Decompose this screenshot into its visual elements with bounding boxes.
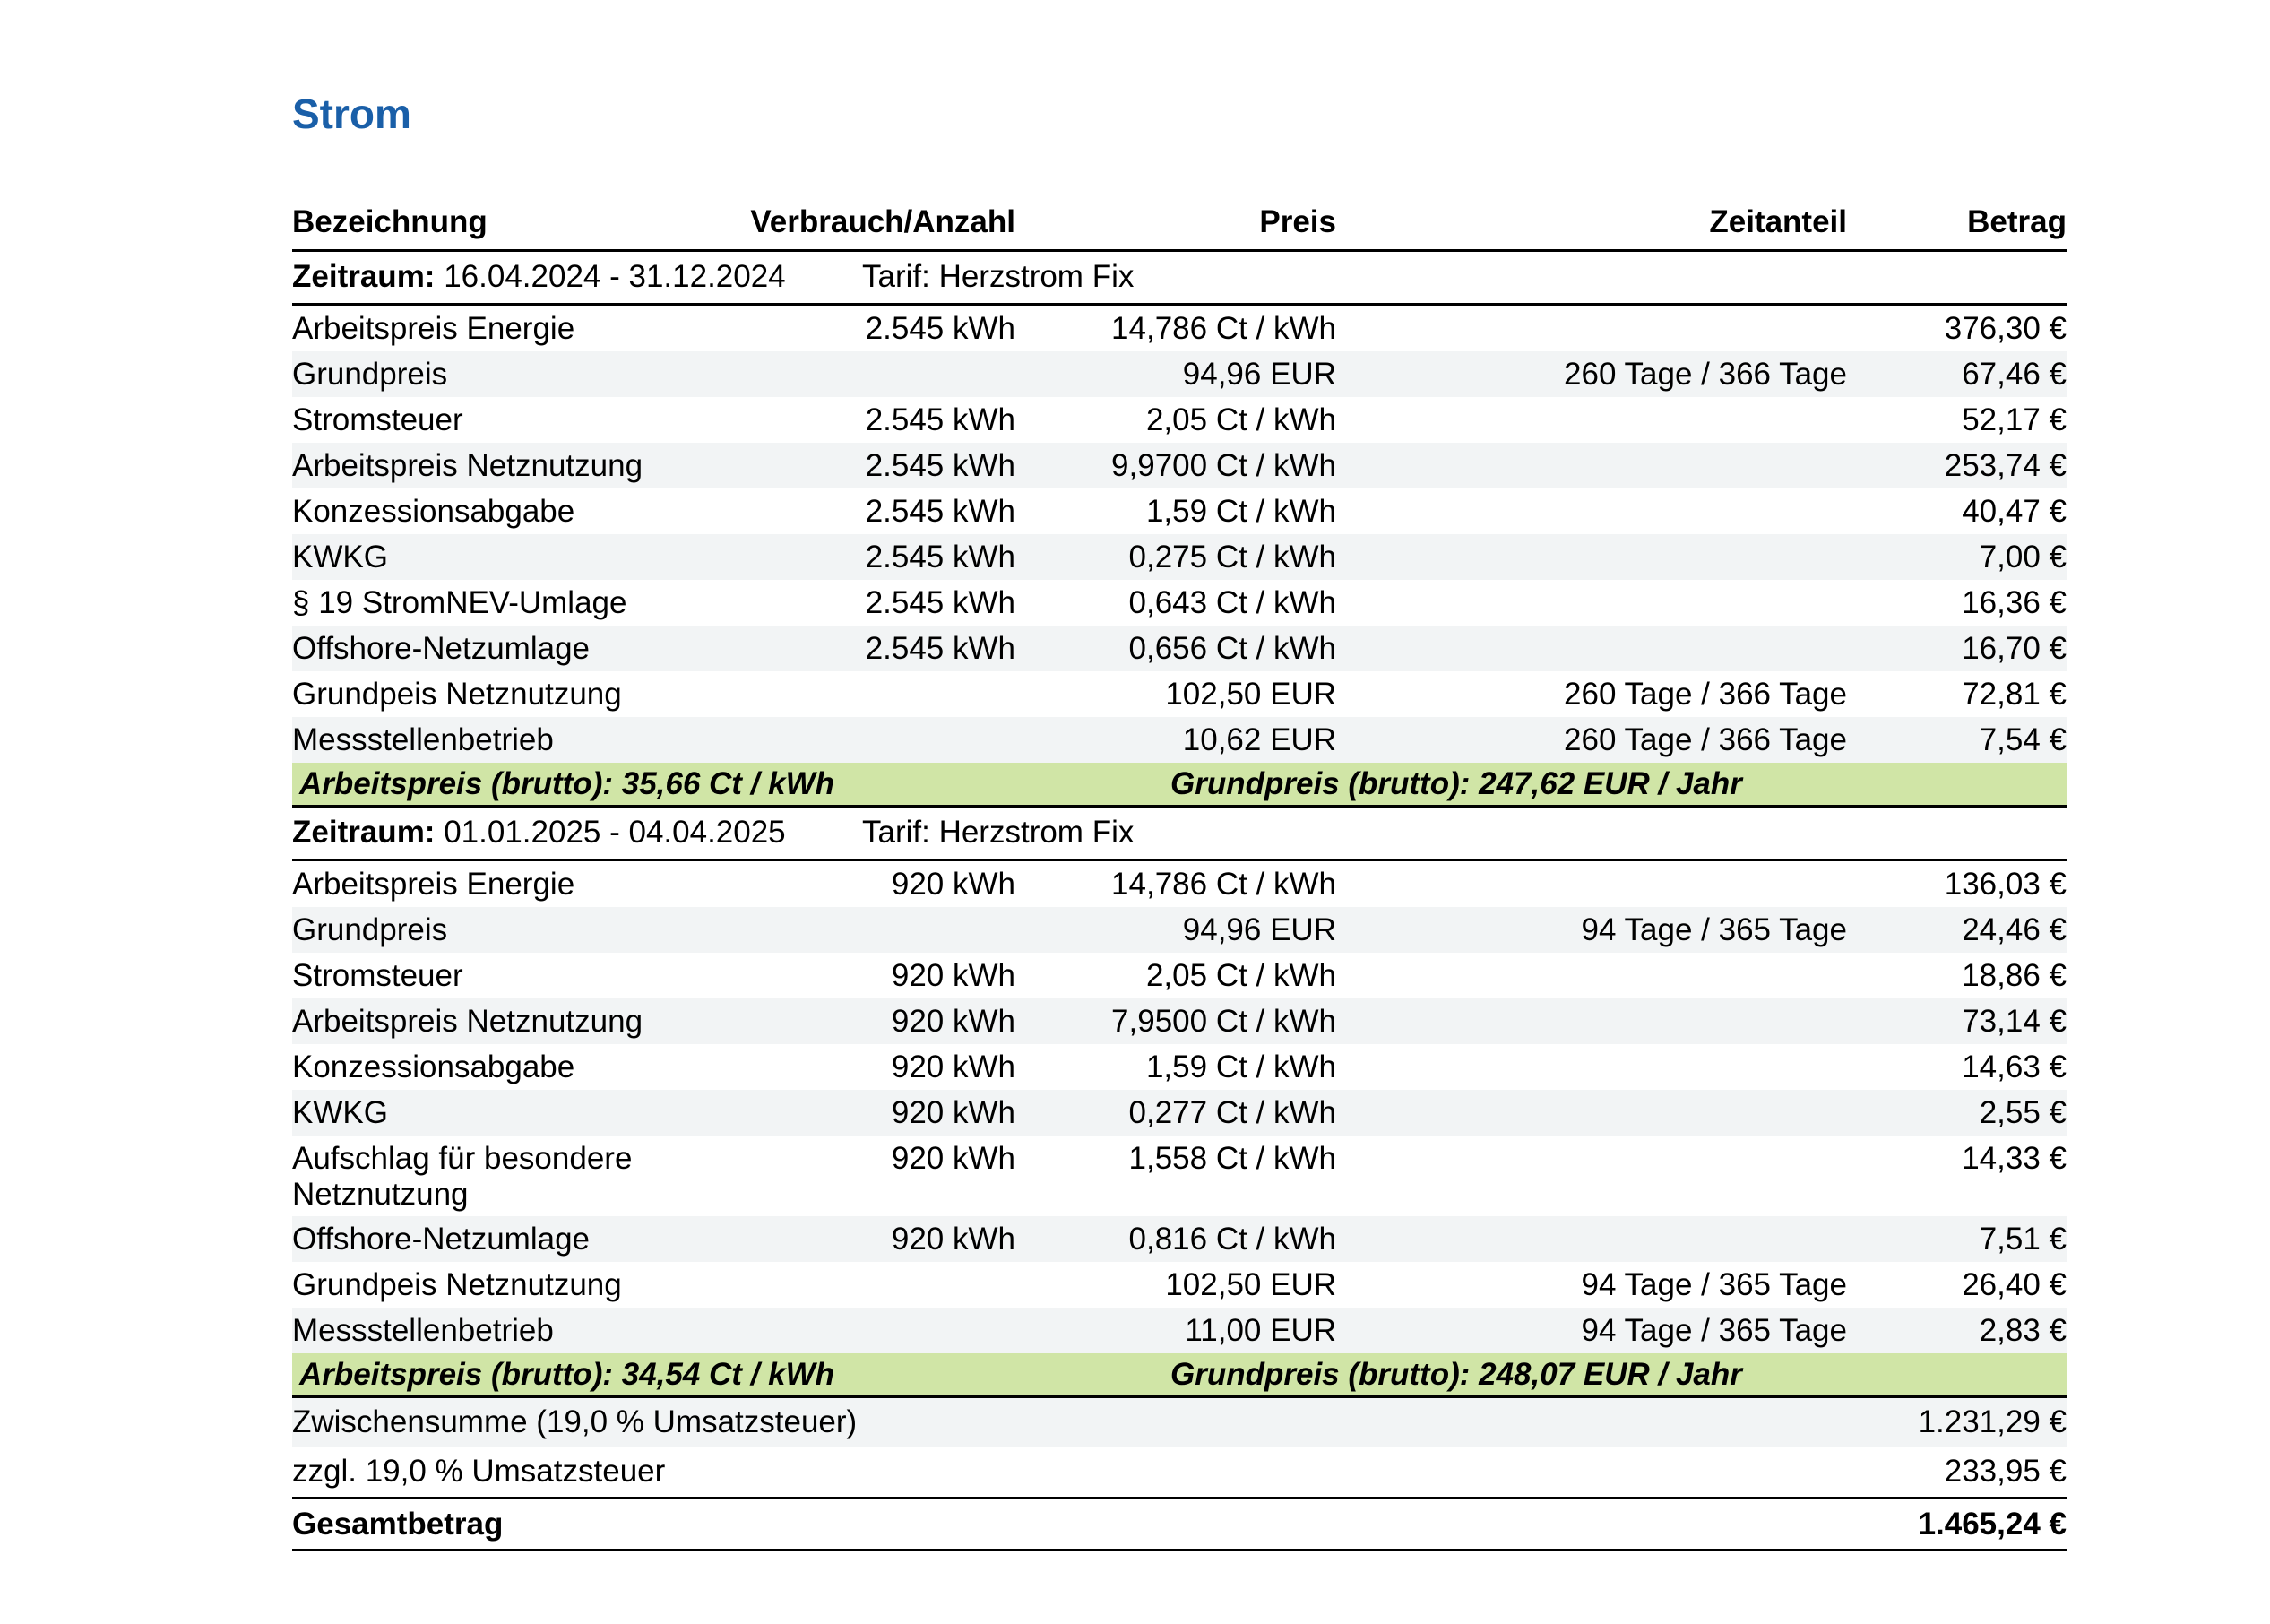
period-header (292, 808, 2067, 861)
line-item-row (292, 671, 2067, 717)
brutto-grundpreis: Grundpreis (brutto): 248,07 EUR / Jahr (1170, 1357, 1742, 1392)
item-verbrauch: 2.545 kWh (865, 585, 1015, 620)
item-bezeichnung: Offshore-Netzumlage (292, 1222, 591, 1257)
header-zeitanteil: Zeitanteil (1709, 204, 1847, 239)
item-bezeichnung: § 19 StromNEV-Umlage (292, 585, 627, 620)
item-preis: 10,62 EUR (1182, 722, 1336, 757)
item-bezeichnung: Arbeitspreis Netznutzung (292, 1004, 643, 1039)
zwischensumme-label: Zwischensumme (19,0 % Umsatzsteuer) (292, 1404, 858, 1439)
item-verbrauch: 2.545 kWh (865, 631, 1015, 666)
item-betrag: 2,55 € (1979, 1095, 2067, 1130)
item-betrag: 2,83 € (1979, 1313, 2067, 1348)
brutto-arbeitspreis: Arbeitspreis (brutto): 35,66 Ct / kWh (299, 766, 835, 801)
line-item-row (292, 717, 2067, 763)
item-verbrauch: 2.545 kWh (865, 448, 1015, 483)
item-verbrauch: 920 kWh (891, 1141, 1015, 1176)
line-item-row (292, 1044, 2067, 1090)
period-tarif: Tarif: Herzstrom Fix (862, 259, 1135, 294)
item-bezeichnung: Stromsteuer (292, 958, 463, 993)
item-zeitanteil: 260 Tage / 366 Tage (1564, 677, 1847, 712)
brutto-grundpreis: Grundpreis (brutto): 247,62 EUR / Jahr (1170, 766, 1742, 801)
period-label: Zeitraum: (292, 259, 436, 294)
item-preis: 1,59 Ct / kWh (1145, 1050, 1336, 1084)
item-bezeichnung: Grundpreis (292, 912, 448, 947)
header-preis: Preis (1259, 204, 1336, 239)
item-betrag: 16,70 € (1962, 631, 2067, 666)
item-bezeichnung: Arbeitspreis Netznutzung (292, 448, 643, 483)
line-item-row (292, 580, 2067, 626)
item-verbrauch: 920 kWh (891, 1222, 1015, 1257)
item-preis: 9,9700 Ct / kWh (1111, 448, 1336, 483)
period-dates: 16.04.2024 - 31.12.2024 (444, 259, 786, 294)
item-preis: 0,816 Ct / kWh (1128, 1222, 1336, 1257)
item-bezeichnung: Grundpeis Netznutzung (292, 677, 622, 712)
line-item-row (292, 953, 2067, 998)
item-betrag: 40,47 € (1962, 494, 2067, 529)
item-bezeichnung: Messstellenbetrieb (292, 722, 554, 757)
line-item-row (292, 861, 2067, 907)
item-preis: 2,05 Ct / kWh (1145, 402, 1336, 437)
line-item-row (292, 626, 2067, 671)
brutto-summary-row (292, 1353, 2067, 1398)
item-bezeichnung: Konzessionsabgabe (292, 1050, 575, 1084)
umsatzsteuer-value: 233,95 € (1944, 1454, 2067, 1489)
item-betrag: 14,63 € (1962, 1050, 2067, 1084)
item-bezeichnung: Arbeitspreis Energie (292, 311, 575, 346)
period-dates: 01.01.2025 - 04.04.2025 (444, 815, 786, 850)
periods (292, 252, 2067, 1398)
item-bezeichnung: KWKG (292, 1095, 388, 1130)
header-bezeichnung: Bezeichnung (292, 204, 488, 239)
item-betrag: 136,03 € (1944, 867, 2067, 902)
item-preis: 1,59 Ct / kWh (1145, 494, 1336, 529)
item-bezeichnung: Aufschlag für besondere Netznutzung (292, 1141, 633, 1212)
item-preis: 102,50 EUR (1165, 1267, 1336, 1302)
item-verbrauch: 2.545 kWh (865, 311, 1015, 346)
period-range (292, 815, 786, 851)
item-bezeichnung: Stromsteuer (292, 402, 463, 437)
line-item-row (292, 907, 2067, 953)
zwischensumme-value: 1.231,29 € (1918, 1404, 2067, 1439)
gesamtbetrag-row (292, 1499, 2067, 1551)
item-preis: 0,656 Ct / kWh (1128, 631, 1336, 666)
item-bezeichnung: Grundpeis Netznutzung (292, 1267, 622, 1302)
item-betrag: 72,81 € (1962, 677, 2067, 712)
table-header (292, 199, 2067, 252)
gesamtbetrag-label: Gesamtbetrag (292, 1507, 504, 1542)
item-betrag: 73,14 € (1962, 1004, 2067, 1039)
item-bezeichnung: KWKG (292, 540, 388, 574)
item-verbrauch: 2.545 kWh (865, 402, 1015, 437)
item-verbrauch: 920 kWh (891, 867, 1015, 902)
item-verbrauch: 2.545 kWh (865, 540, 1015, 574)
item-verbrauch: 2.545 kWh (865, 494, 1015, 529)
item-verbrauch: 920 kWh (891, 1050, 1015, 1084)
item-betrag: 253,74 € (1944, 448, 2067, 483)
item-preis: 0,277 Ct / kWh (1128, 1095, 1336, 1130)
item-preis: 2,05 Ct / kWh (1145, 958, 1336, 993)
umsatzsteuer-label: zzgl. 19,0 % Umsatzsteuer (292, 1454, 666, 1489)
item-betrag: 26,40 € (1962, 1267, 2067, 1302)
item-preis: 14,786 Ct / kWh (1111, 867, 1336, 902)
item-preis: 0,643 Ct / kWh (1128, 585, 1336, 620)
item-bezeichnung: Grundpreis (292, 357, 448, 392)
bill-table (292, 199, 2067, 1551)
item-verbrauch: 920 kWh (891, 958, 1015, 993)
item-betrag: 16,36 € (1962, 585, 2067, 620)
item-betrag: 24,46 € (1962, 912, 2067, 947)
line-item-row (292, 534, 2067, 580)
header-verbrauch: Verbrauch/Anzahl (750, 204, 1015, 239)
header-betrag: Betrag (1967, 204, 2067, 239)
item-betrag: 7,51 € (1979, 1222, 2067, 1257)
item-zeitanteil: 94 Tage / 365 Tage (1581, 1313, 1847, 1348)
zwischensumme-row (292, 1398, 2067, 1447)
line-item-row (292, 998, 2067, 1044)
line-item-row (292, 1262, 2067, 1308)
item-betrag: 7,00 € (1979, 540, 2067, 574)
item-betrag: 67,46 € (1962, 357, 2067, 392)
gesamtbetrag-value: 1.465,24 € (1918, 1507, 2067, 1542)
line-item-row (292, 443, 2067, 488)
line-item-row (292, 397, 2067, 443)
item-zeitanteil: 94 Tage / 365 Tage (1581, 912, 1847, 947)
item-betrag: 18,86 € (1962, 958, 2067, 993)
item-bezeichnung: Offshore-Netzumlage (292, 631, 591, 666)
item-zeitanteil: 260 Tage / 366 Tage (1564, 357, 1847, 392)
item-bezeichnung: Konzessionsabgabe (292, 494, 575, 529)
item-verbrauch: 920 kWh (891, 1095, 1015, 1130)
brutto-arbeitspreis: Arbeitspreis (brutto): 34,54 Ct / kWh (299, 1357, 835, 1392)
item-preis: 0,275 Ct / kWh (1128, 540, 1336, 574)
item-betrag: 376,30 € (1944, 311, 2067, 346)
period-range (292, 259, 786, 295)
period-label: Zeitraum: (292, 815, 436, 850)
brutto-summary-row (292, 763, 2067, 808)
item-preis: 1,558 Ct / kWh (1128, 1141, 1336, 1176)
item-verbrauch: 920 kWh (891, 1004, 1015, 1039)
item-preis: 7,9500 Ct / kWh (1111, 1004, 1336, 1039)
umsatzsteuer-row (292, 1447, 2067, 1499)
line-item-row (292, 351, 2067, 397)
item-preis: 94,96 EUR (1182, 912, 1336, 947)
line-item-row (292, 1090, 2067, 1136)
line-item-row (292, 1216, 2067, 1262)
page-title: Strom (292, 91, 411, 137)
item-betrag: 14,33 € (1962, 1141, 2067, 1176)
item-betrag: 7,54 € (1979, 722, 2067, 757)
item-preis: 14,786 Ct / kWh (1111, 311, 1336, 346)
line-item-row (292, 1136, 2067, 1216)
period-header (292, 252, 2067, 306)
item-preis: 94,96 EUR (1182, 357, 1336, 392)
item-preis: 102,50 EUR (1165, 677, 1336, 712)
item-bezeichnung: Arbeitspreis Energie (292, 867, 575, 902)
period-tarif: Tarif: Herzstrom Fix (862, 815, 1135, 850)
item-bezeichnung: Messstellenbetrieb (292, 1313, 554, 1348)
item-betrag: 52,17 € (1962, 402, 2067, 437)
item-preis: 11,00 EUR (1185, 1313, 1336, 1348)
item-zeitanteil: 94 Tage / 365 Tage (1581, 1267, 1847, 1302)
item-zeitanteil: 260 Tage / 366 Tage (1564, 722, 1847, 757)
line-item-row (292, 1308, 2067, 1353)
line-item-row (292, 488, 2067, 534)
line-item-row (292, 306, 2067, 351)
